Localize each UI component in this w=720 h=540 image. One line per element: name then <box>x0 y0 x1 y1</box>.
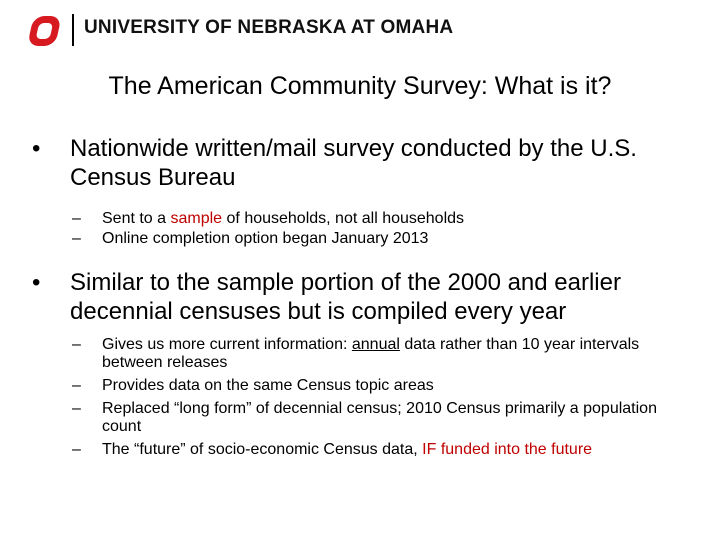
sub-text: Online completion option began January 2013 <box>102 230 429 247</box>
bullet-dot: • <box>32 135 41 162</box>
bullet-2-sublist <box>32 336 692 459</box>
dash-marker: – <box>72 210 81 227</box>
dash-marker: – <box>72 441 81 458</box>
sub-text-pre: The “future” of socio-economic Census data, <box>102 441 423 458</box>
uno-o-logo-icon <box>28 14 62 48</box>
bullet-1 <box>32 134 692 192</box>
slide-content <box>32 134 692 459</box>
bullet-1-text: Nationwide written/mail survey conducted by the U.S. Census Bureau <box>70 135 637 191</box>
sub-text: Replaced “long form” of decennial census; 2010 Census primarily a population count <box>102 400 657 435</box>
dash-marker: – <box>72 377 81 394</box>
sub-text-post: data rather than 10 year intervals between releases <box>102 336 640 371</box>
header <box>0 0 720 62</box>
sub-text-pre: Gives us more current information: <box>102 336 352 353</box>
slide-title: The American Community Survey: What is it? <box>108 72 612 100</box>
highlight-sample: sample <box>170 210 223 227</box>
sub-bullet-2-3 <box>32 400 692 436</box>
logo-divider <box>72 14 74 46</box>
dash-marker: – <box>72 400 81 417</box>
dash-marker: – <box>72 336 81 353</box>
underlined-annual: annual <box>351 336 400 353</box>
sub-bullet-1-2 <box>32 230 692 248</box>
bullet-2 <box>32 268 692 326</box>
sub-text: Provides data on the same Census topic areas <box>102 377 434 394</box>
sub-bullet-2-4 <box>32 441 692 459</box>
sub-bullet-2-1 <box>32 336 692 372</box>
university-name: UNIVERSITY OF NEBRASKA AT OMAHA <box>84 17 454 38</box>
dash-marker: – <box>72 230 81 247</box>
sub-text-post: of households, not all households <box>222 210 465 227</box>
bullet-2-text: Similar to the sample portion of the 2000 and earlier decennial censuses but is compiled every year <box>70 269 621 325</box>
sub-text-pre: Sent to a <box>102 210 171 227</box>
sub-bullet-1-1 <box>32 210 692 228</box>
highlight-if-funded: IF funded into the future <box>422 441 593 458</box>
bullet-dot: • <box>32 269 41 296</box>
sub-bullet-2-2 <box>32 377 692 395</box>
bullet-1-sublist <box>32 210 692 248</box>
